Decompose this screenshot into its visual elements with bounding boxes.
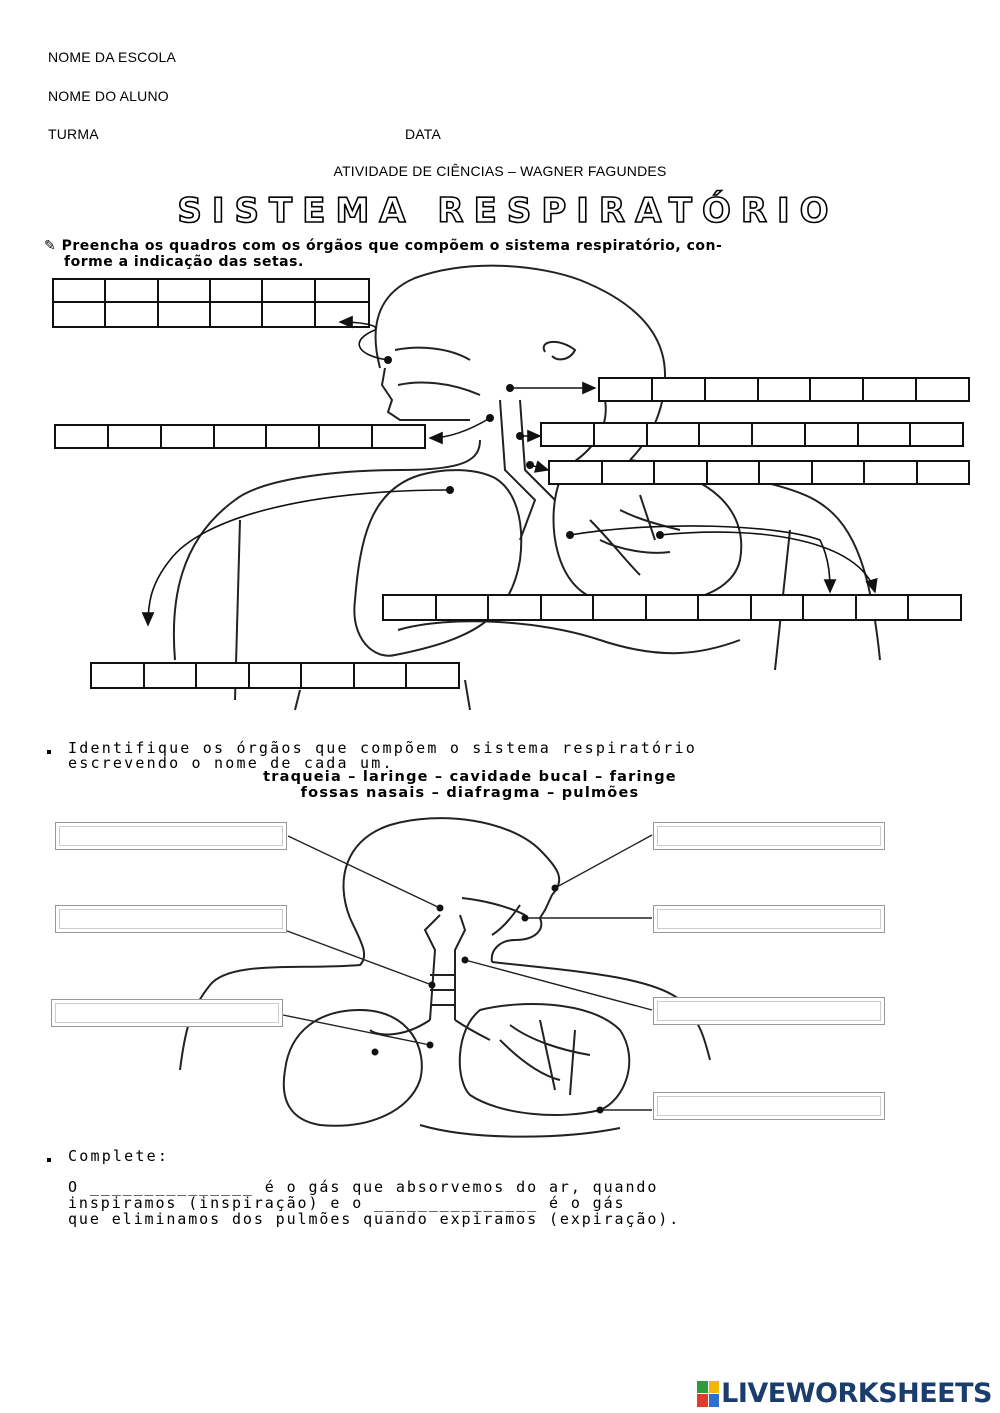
answer-grid-trachea[interactable] [540,422,964,447]
label-box-right-2[interactable] [653,905,885,933]
student-name-label: NOME DO ALUNO [48,88,169,104]
section2-terms-line1: traqueia – laringe – cavidade bucal – faringe [263,769,677,785]
section3-bullet [47,1158,51,1162]
diagram2-leader-dots [372,885,604,1114]
answer-grid-bronchioles[interactable] [382,594,962,621]
label-box-right-3[interactable] [653,997,885,1025]
label-box-left-1[interactable] [55,822,287,850]
section2-terms-line2: fossas nasais – diafragma – pulmões [300,785,640,801]
liveworksheets-logo [697,1378,992,1409]
diagram2-figure [180,818,710,1137]
section1-instruction-line1: ✎ Preencha os quadros com os órgãos que compõem o sistema respiratório, con- [44,238,723,254]
answer-grid-nasal[interactable] [52,278,370,328]
section1-instruction-line2: forme a indicação das setas. [64,254,304,270]
activity-title: ATIVIDADE DE CIÊNCIAS – WAGNER FAGUNDES [333,163,667,179]
label-box-right-1[interactable] [653,822,885,850]
section3-line3: que eliminamos dos pulmões quando expiramos (expiração). [68,1210,681,1228]
section3-title: Complete: [68,1147,170,1165]
label-box-left-3[interactable] [51,999,283,1027]
answer-grid-bronchi[interactable] [548,460,970,485]
section3-line2: inspiramos (inspiração) e o _______________ é o gás [68,1194,626,1212]
worksheet-title: SISTEMA RESPIRATÓRIO [177,191,839,231]
label-box-right-4[interactable] [653,1092,885,1120]
liveworksheets-wordmark: LIVEWORKSHEETS [721,1378,992,1409]
section2-bullet [47,750,51,754]
class-label: TURMA [48,126,99,142]
answer-grid-pharynx[interactable] [598,377,970,402]
section2-instruction-line2: escrevendo o nome de cada um. [68,754,394,772]
date-label: DATA [405,126,442,142]
diagram1-figure [174,266,880,710]
school-name-label: NOME DA ESCOLA [48,49,177,65]
label-box-left-2[interactable] [55,905,287,933]
section2-instruction-line1: Identifique os órgãos que compõem o sistema respiratório [68,739,697,757]
section3-line1: O _______________ é o gás que absorvemos do ar, quando [68,1178,659,1196]
answer-grid-larynx[interactable] [54,424,426,449]
diagram2-leader-lines [255,835,652,1110]
liveworksheets-badge-icon [697,1381,719,1407]
answer-grid-lungs[interactable] [90,662,460,689]
